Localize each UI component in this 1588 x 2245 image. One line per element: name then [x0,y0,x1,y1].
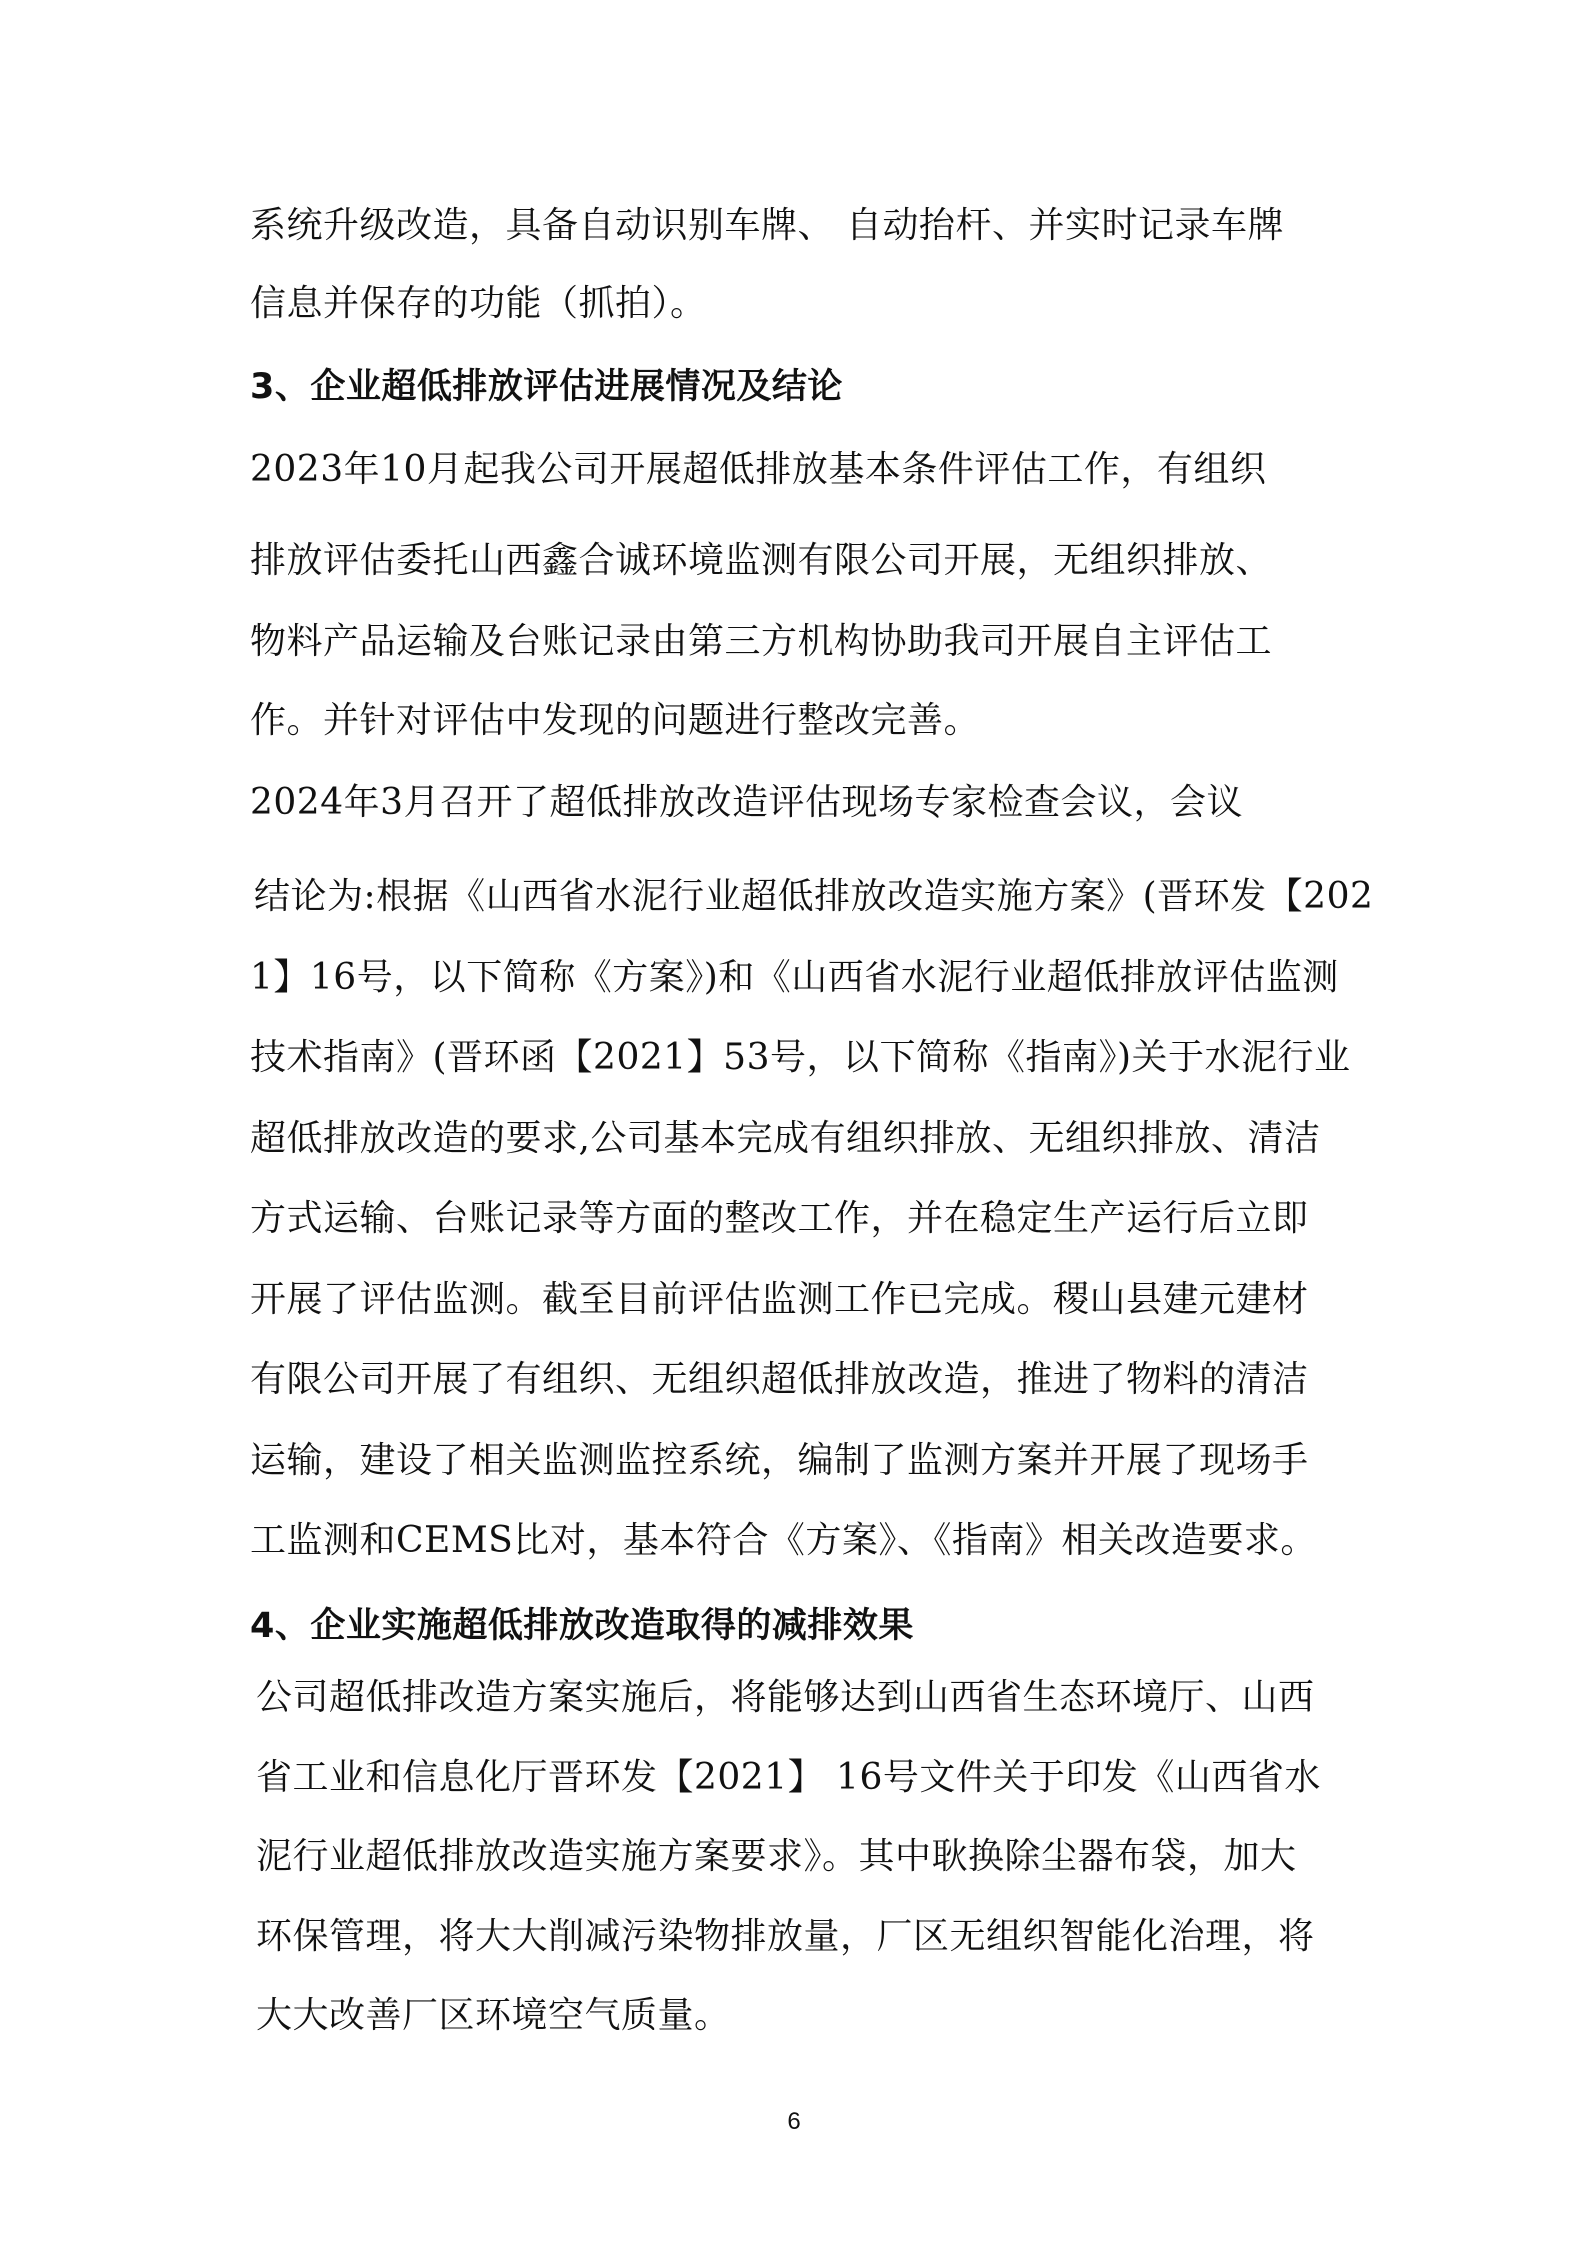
paragraph-line: 2024年3月召开了超低排放改造评估现场专家检查会议，会议 [250,782,1244,823]
paragraph-line: 公司超低排改造方案实施后，将能够达到山西省生态环境厅、山西 [256,1677,1315,1718]
paragraph-line: 排放评估委托山西鑫合诚环境监测有限公司开展，无组织排放、 [250,540,1273,581]
paragraph-line: 超低排放改造的要求,公司基本完成有组织排放、无组织排放、清洁 [250,1118,1321,1159]
paragraph-line: 工监测和CEMS比对，基本符合《方案》、《指南》相关改造要求。 [250,1520,1317,1561]
paragraph-line: 方式运输、台账记录等方面的整改工作，并在稳定生产运行后立即 [250,1198,1309,1239]
paragraph-line: 系统升级改造，具备自动识别车牌、 自动抬杆、并实时记录车牌 [250,205,1284,246]
paragraph-line: 开展了评估监测。截至目前评估监测工作已完成。稷山县建元建材 [250,1279,1309,1320]
paragraph-line: 作。并针对评估中发现的问题进行整改完善。 [250,700,981,741]
section-heading-3: 3、企业超低排放评估进展情况及结论 [250,367,843,407]
paragraph-line: 省工业和信息化厅晋环发【2021】 16号文件关于印发《山西省水 [256,1757,1321,1798]
paragraph-line: 大大改善厂区环境空气质量。 [256,1995,731,2036]
page-number: 6 [787,2108,801,2135]
paragraph-line: 技术指南》(晋环函【2021】53号，以下简称《指南》)关于水泥行业 [250,1037,1351,1078]
paragraph-line: 物料产品运输及台账记录由第三方机构协助我司开展自主评估工 [250,621,1273,662]
paragraph-line: 环保管理，将大大削减污染物排放量，厂区无组织智能化治理，将 [256,1916,1315,1957]
section-heading-4: 4、企业实施超低排放改造取得的减排效果 [250,1606,914,1646]
paragraph-line: 泥行业超低排放改造实施方案要求》。其中耿换除尘器布袋，加大 [256,1836,1297,1877]
paragraph-line: 2023年10月起我公司开展超低排放基本条件评估工作，有组织 [250,449,1267,490]
paragraph-line: 运输，建设了相关监测监控系统，编制了监测方案并开展了现场手 [250,1440,1309,1481]
paragraph-line: 有限公司开展了有组织、无组织超低排放改造，推进了物料的清洁 [250,1359,1309,1400]
paragraph-line: 结论为:根据《山西省水泥行业超低排放改造实施方案》(晋环发【202 [254,876,1374,917]
paragraph-line: 信息并保存的功能（抓拍）。 [250,283,707,324]
paragraph-line: 1】16号，以下简称《方案》)和《山西省水泥行业超低排放评估监测 [250,957,1339,998]
